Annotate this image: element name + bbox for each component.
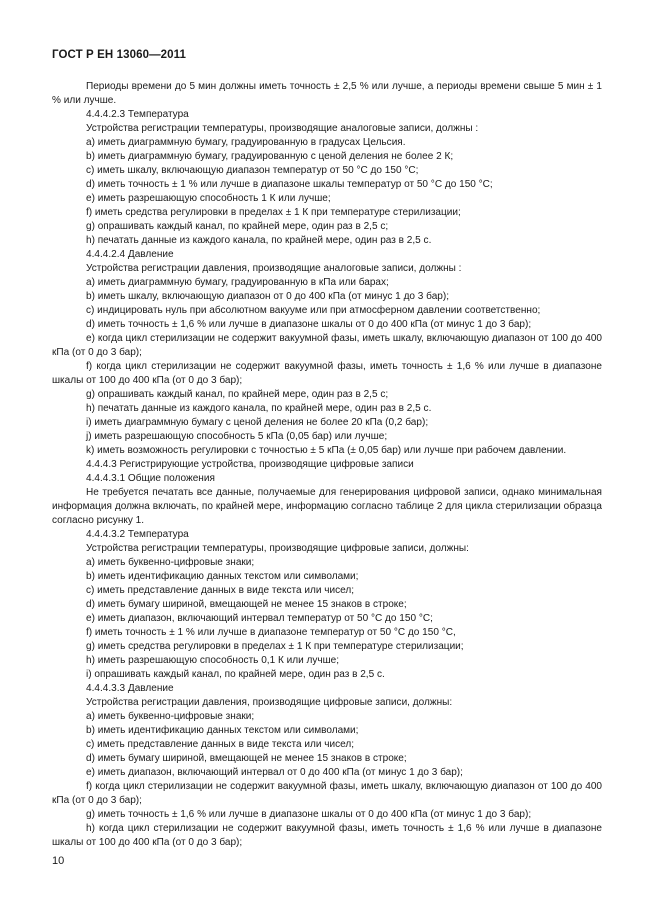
section-heading: 4.4.4.2.3 Температура — [86, 109, 189, 120]
list-item: а) иметь буквенно-цифровые знаки; — [86, 557, 255, 568]
list-item: а) иметь диаграммную бумагу, градуированную в кПа или барах; — [86, 277, 389, 288]
list-item: b) иметь идентификацию данных текстом или символами; — [86, 571, 359, 582]
document-body — [52, 80, 602, 850]
list-item: i) опрашивать каждый канал, по крайней мере, один раз в 2,5 с. — [86, 669, 385, 680]
list-item: с) индицировать нуль при абсолютном вакууме или при атмосферном давлении соответственно; — [86, 305, 541, 316]
section-heading: 4.4.4.3.3 Давление — [86, 683, 174, 694]
paragraph: Устройства регистрации температуры, производящие аналоговые записи, должны : — [86, 123, 479, 134]
list-item: f) иметь средства регулировки в пределах ± 1 К при температуре стерилизации; — [86, 207, 461, 218]
list-item: g) иметь точность ± 1,6 % или лучше в диапазоне шкалы от 0 до 400 кПа (от минус 1 до 3 бар); — [86, 809, 532, 820]
list-item: j) иметь разрешающую способность 5 кПа (0,05 бар) или лучше; — [86, 431, 388, 442]
list-item: h) когда цикл стерилизации не содержит вакуумной фазы, иметь точность ± 1,6 % или лучше в диапазоне шкалы от 100 до 400 кПа (от 0 до 3 бар); — [52, 823, 602, 848]
list-item: е) когда цикл стерилизации не содержит вакуумной фазы, иметь шкалу, включающую диапазон от 100 до 400 кПа (от 0 до 3 бар); — [52, 333, 602, 358]
paragraph: Устройства регистрации давления, производящие аналоговые записи, должны : — [86, 263, 462, 274]
list-item: d) иметь бумагу шириной, вмещающей не менее 15 знаков в строке; — [86, 599, 407, 610]
list-item: h) печатать данные из каждого канала, по крайней мере, один раз в 2,5 с. — [86, 235, 432, 246]
section-heading: 4.4.4.3.2 Температура — [86, 529, 189, 540]
list-item: b) иметь шкалу, включающую диапазон от 0 до 400 кПа (от минус 1 до 3 бар); — [86, 291, 450, 302]
list-item: d) иметь бумагу шириной, вмещающей не менее 15 знаков в строке; — [86, 753, 407, 764]
list-item: е) иметь диапазон, включающий интервал температур от 50 °С до 150 °С; — [86, 613, 433, 624]
paragraph: Периоды времени до 5 мин должны иметь точность ± 2,5 % или лучше, а периоды времени свыше 5 мин ± 1 % или лучше. — [52, 81, 602, 106]
list-item: d) иметь точность ± 1,6 % или лучше в диапазоне шкалы от 0 до 400 кПа (от минус 1 до 3 бар); — [86, 319, 532, 330]
list-item: с) иметь представление данных в виде текста или чисел; — [86, 739, 355, 750]
document-header: ГОСТ Р ЕН 13060—2011 — [52, 49, 187, 61]
list-item: i) иметь диаграммную бумагу с ценой деления не более 20 кПа (0,2 бар); — [86, 417, 429, 428]
list-item: k) иметь возможность регулировки с точностью ± 5 кПа (± 0,05 бар) или лучше при рабочем давлении. — [86, 445, 567, 456]
section-heading: 4.4.4.3 Регистрирующие устройства, производящие цифровые записи — [86, 459, 414, 470]
section-heading: 4.4.4.3.1 Общие положения — [86, 473, 215, 484]
list-item: d) иметь точность ± 1 % или лучше в диапазоне шкалы температур от 50 °С до 150 °С; — [86, 179, 493, 190]
list-item: f) иметь точность ± 1 % или лучше в диапазоне температур от 50 °С до 150 °С, — [86, 627, 456, 638]
section-heading: 4.4.4.2.4 Давление — [86, 249, 174, 260]
list-item: g) опрашивать каждый канал, по крайней мере, один раз в 2,5 с; — [86, 221, 389, 232]
page-number: 10 — [52, 855, 65, 867]
list-item: h) иметь разрешающую способность 0,1 К или лучше; — [86, 655, 340, 666]
paragraph: Устройства регистрации давления, производящие цифровые записи, должны: — [86, 697, 453, 708]
paragraph: Устройства регистрации температуры, производящие цифровые записи, должны: — [86, 543, 469, 554]
list-item: b) иметь диаграммную бумагу, градуированную с ценой деления не более 2 К; — [86, 151, 454, 162]
list-item: b) иметь идентификацию данных текстом или символами; — [86, 725, 359, 736]
list-item: с) иметь шкалу, включающую диапазон температур от 50 °С до 150 °С; — [86, 165, 419, 176]
list-item: е) иметь разрешающую способность 1 К или лучше; — [86, 193, 331, 204]
list-item: h) печатать данные из каждого канала, по крайней мере, один раз в 2,5 с. — [86, 403, 432, 414]
list-item: а) иметь диаграммную бумагу, градуированную в градусах Цельсия. — [86, 137, 406, 148]
paragraph: Не требуется печатать все данные, получаемые для генерирования цифровой записи, однако минимальная информация должна включать, по крайней мере, информацию согласно таблице 2 для цикла стерилизации образца согласно рисунку 1. — [52, 487, 602, 526]
list-item: е) иметь диапазон, включающий интервал от 0 до 400 кПа (от минус 1 до 3 бар); — [86, 767, 463, 778]
list-item: а) иметь буквенно-цифровые знаки; — [86, 711, 255, 722]
list-item: с) иметь представление данных в виде текста или чисел; — [86, 585, 355, 596]
list-item: f) когда цикл стерилизации не содержит вакуумной фазы, иметь точность ± 1,6 % или лучше в диапазоне шкалы от 100 до 400 кПа (от 0 до 3 бар); — [52, 361, 602, 386]
list-item: f) когда цикл стерилизации не содержит вакуумной фазы, иметь шкалу, включающую диапазон от 100 до 400 кПа (от 0 до 3 бар); — [52, 781, 602, 806]
list-item: g) опрашивать каждый канал, по крайней мере, один раз в 2,5 с; — [86, 389, 389, 400]
list-item: g) иметь средства регулировки в пределах ± 1 К при температуре стерилизации; — [86, 641, 464, 652]
